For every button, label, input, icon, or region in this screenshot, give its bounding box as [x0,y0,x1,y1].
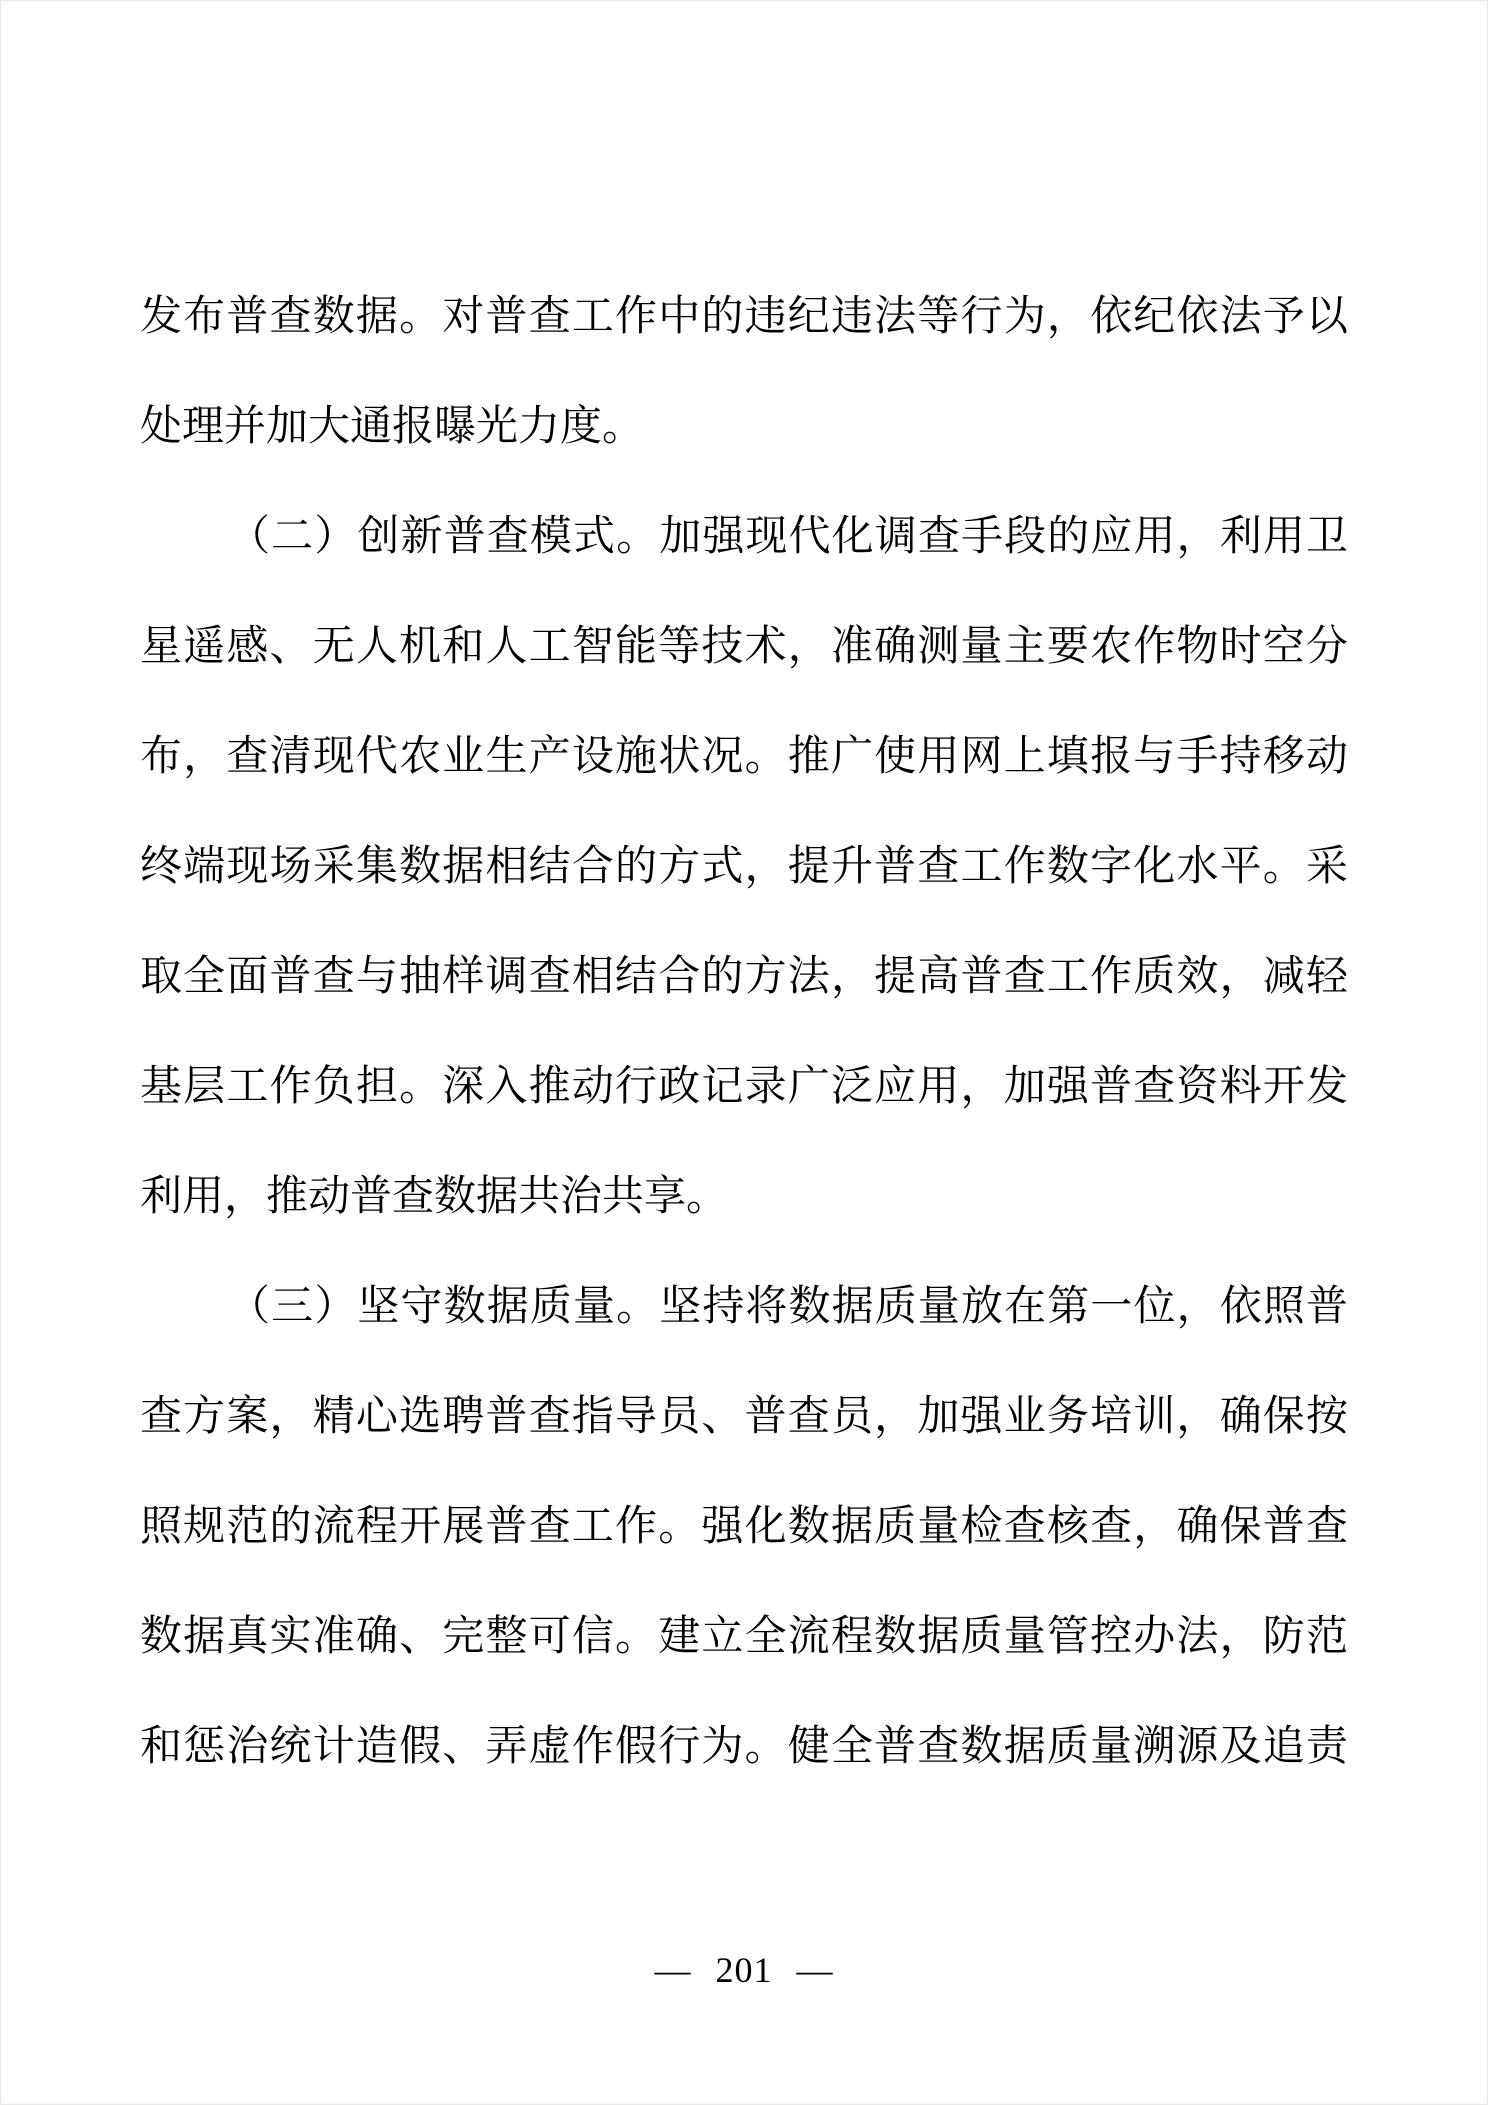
body-text-line-8: 基层工作负担。深入推动行政记录广泛应用，加强普查资料开发 [140,1064,1348,1110]
body-text-line-3: （二）创新普查模式。加强现代化调查手段的应用，利用卫 [228,514,1348,560]
body-text-line-11: 查方案，精心选聘普查指导员、普查员，加强业务培训，确保按 [140,1394,1348,1440]
document-body [140,262,1348,1802]
body-text-line-14: 和惩治统计造假、弄虚作假行为。健全普查数据质量溯源及追责 [140,1724,1348,1770]
page-number: — 201 — [654,1950,834,1990]
body-text-line-2: 处理并加大通报曝光力度。 [140,404,645,450]
body-text-line-13: 数据真实准确、完整可信。建立全流程数据质量管控办法，防范 [140,1614,1348,1660]
body-text-line-1: 发布普查数据。对普查工作中的违纪违法等行为，依纪依法予以 [140,294,1348,340]
body-text-line-6: 终端现场采集数据相结合的方式，提升普查工作数字化水平。采 [140,844,1348,890]
body-text-line-9: 利用，推动普查数据共治共享。 [140,1174,729,1220]
body-text-line-10: （三）坚守数据质量。坚持将数据质量放在第一位，依照普 [228,1284,1348,1330]
body-text-line-7: 取全面普查与抽样调查相结合的方法，提高普查工作质效，减轻 [140,954,1348,1000]
body-text-line-12: 照规范的流程开展普查工作。强化数据质量检查核查，确保普查 [140,1504,1348,1550]
body-text-line-4: 星遥感、无人机和人工智能等技术，准确测量主要农作物时空分 [140,624,1348,670]
body-text-line-5: 布，查清现代农业生产设施状况。推广使用网上填报与手持移动 [140,734,1348,780]
